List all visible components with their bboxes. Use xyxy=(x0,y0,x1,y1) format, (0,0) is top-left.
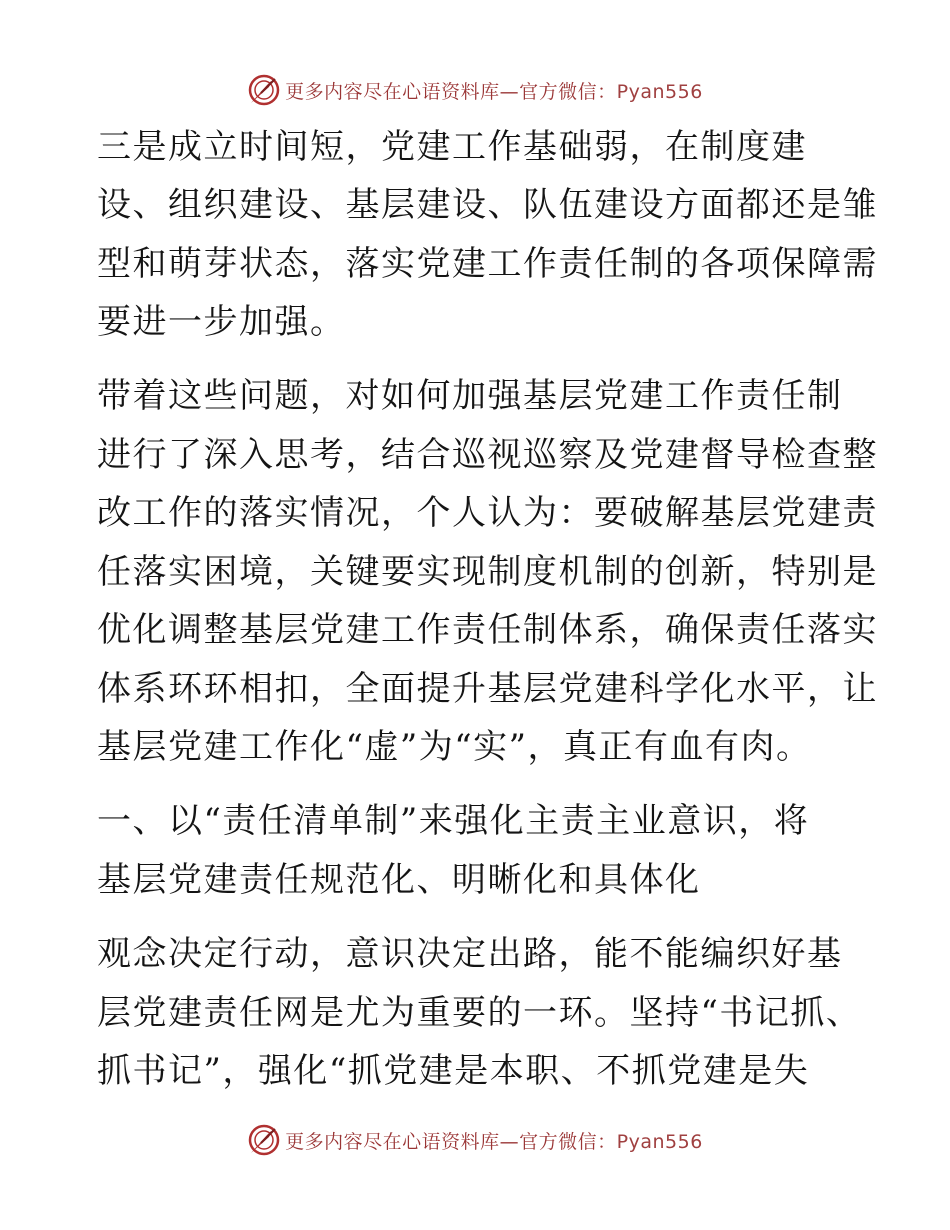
paragraph-3-line-1: 观念决定行动，意识决定出路，能不能编织好基 xyxy=(97,934,843,974)
heading-1-line-2: 基层党建责任规范化、明晰化和具体化 xyxy=(97,860,701,900)
heading-1-line-1: 一、以“责任清单制”来强化主责主业意识，将 xyxy=(97,801,810,841)
paragraph-3-line-2: 层党建责任网是尤为重要的一环。坚持“书记抓、 xyxy=(97,993,862,1033)
watermark-handle: Pyan556 xyxy=(616,1130,703,1153)
watermark-handle: Pyan556 xyxy=(616,80,703,103)
header-watermark xyxy=(0,73,950,107)
quill-logo-icon xyxy=(247,73,281,107)
footer-watermark xyxy=(0,1123,950,1157)
quill-logo-icon xyxy=(247,1123,281,1157)
paragraph-1-line-3: 型和萌芽状态，落实党建工作责任制的各项保障需 xyxy=(97,244,878,284)
watermark-text: 更多内容尽在心语资料库—官方微信：Pyan556 xyxy=(285,80,703,103)
paragraph-1-line-1: 三是成立时间短，党建工作基础弱，在制度建 xyxy=(97,127,807,167)
paragraph-3-line-3: 抓书记”，强化“抓党建是本职、不抓党建是失 xyxy=(97,1051,810,1091)
paragraph-2-line-7: 基层党建工作化“虚”为“实”，真正有血有肉。 xyxy=(97,727,812,767)
paragraph-2-line-2: 进行了深入思考，结合巡视巡察及党建督导检查整 xyxy=(97,435,878,475)
watermark-text: 更多内容尽在心语资料库—官方微信：Pyan556 xyxy=(285,1130,703,1153)
paragraph-1-line-4: 要进一步加强。 xyxy=(97,302,346,342)
paragraph-2-line-6: 体系环环相扣，全面提升基层党建科学化水平，让 xyxy=(97,669,878,709)
paragraph-2-line-3: 改工作的落实情况，个人认为：要破解基层党建责 xyxy=(97,493,878,533)
paragraph-2-line-4: 任落实困境，关键要实现制度机制的创新，特别是 xyxy=(97,552,878,592)
paragraph-2-line-5: 优化调整基层党建工作责任制体系，确保责任落实 xyxy=(97,610,878,650)
paragraph-2-line-1: 带着这些问题，对如何加强基层党建工作责任制 xyxy=(97,376,843,416)
paragraph-1-line-2: 设、组织建设、基层建设、队伍建设方面都还是雏 xyxy=(97,185,878,225)
